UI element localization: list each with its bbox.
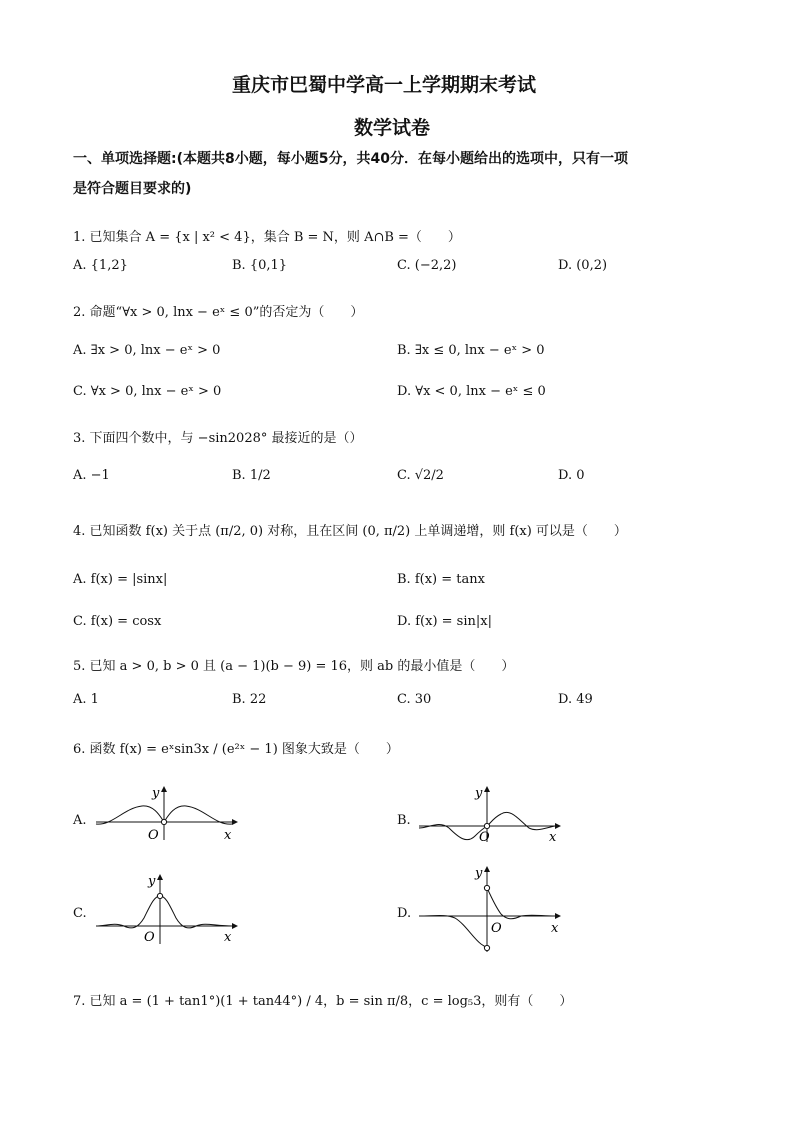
question-stem: 已知函数 f(x) 关于点 (π/2, 0) 对称，且在区间 (0, π/2) 上单调递增，则 f(x) 可以是（ ） bbox=[89, 524, 627, 539]
option-d: D. bbox=[397, 906, 412, 921]
y-label: y bbox=[475, 866, 483, 881]
question-3 bbox=[73, 427, 363, 446]
page-subtitle: 数学试卷 bbox=[354, 117, 431, 139]
question-stem: 命题“∀x > 0, lnx − eˣ ≤ 0”的否定为（ ） bbox=[89, 305, 364, 320]
origin-label: O bbox=[144, 930, 155, 945]
graph-b bbox=[415, 782, 565, 844]
graph-d bbox=[415, 862, 565, 954]
question-number: 7. bbox=[73, 994, 86, 1009]
y-label: y bbox=[475, 786, 483, 801]
option-d: D. (0,2) bbox=[558, 258, 608, 273]
graph-c bbox=[92, 870, 242, 946]
option-b: B. {0,1} bbox=[232, 258, 288, 273]
question-number: 2. bbox=[73, 305, 86, 320]
graph-a bbox=[92, 782, 242, 844]
option-c: C. ∀x > 0, lnx − eˣ > 0 bbox=[73, 384, 222, 399]
option-a: A. 1 bbox=[73, 692, 99, 707]
option-b: B. 1/2 bbox=[232, 468, 271, 483]
question-stem: 已知集合 A = {x | x² < 4}，集合 B = N，则 A∩B =（ ） bbox=[89, 230, 461, 245]
question-2 bbox=[73, 301, 363, 320]
question-stem: 已知 a = (1 + tan1°)(1 + tan44°) / 4，b = sin π/8，c = log₅3，则有（ ） bbox=[89, 994, 573, 1009]
question-number: 1. bbox=[73, 230, 86, 245]
question-stem: 已知 a > 0, b > 0 且 (a − 1)(b − 9) = 16，则 ab 的最小值是（ ） bbox=[89, 659, 515, 674]
option-b: B. f(x) = tanx bbox=[397, 572, 485, 587]
question-6 bbox=[73, 738, 399, 757]
section-heading-line1: 一、单项选择题:(本题共8小题，每小题5分，共40分．在每小题给出的选项中，只有一项 bbox=[73, 151, 628, 167]
question-number: 4. bbox=[73, 524, 86, 539]
option-d: D. f(x) = sin|x| bbox=[397, 614, 492, 629]
option-d: D. ∀x < 0, lnx − eˣ ≤ 0 bbox=[397, 384, 546, 399]
origin-label: O bbox=[479, 830, 490, 844]
option-b: B. ∃x ≤ 0, lnx − eˣ > 0 bbox=[397, 343, 545, 358]
y-label: y bbox=[152, 786, 160, 801]
question-4 bbox=[73, 520, 627, 539]
option-c: C. f(x) = cosx bbox=[73, 614, 162, 629]
option-c: C. (−2,2) bbox=[397, 258, 457, 273]
option-a: A. ∃x > 0, lnx − eˣ > 0 bbox=[73, 343, 221, 358]
question-stem: 函数 f(x) = eˣsin3x / (e²ˣ − 1) 图象大致是（ ） bbox=[89, 742, 399, 757]
option-c: C. 30 bbox=[397, 692, 432, 707]
option-b: B. 22 bbox=[232, 692, 267, 707]
question-number: 6. bbox=[73, 742, 86, 757]
y-label: y bbox=[148, 874, 156, 889]
origin-label: O bbox=[148, 828, 159, 843]
question-5 bbox=[73, 655, 514, 674]
section-heading-line2: 是符合题目要求的) bbox=[73, 181, 192, 197]
option-b: B. bbox=[397, 813, 411, 828]
x-label: x bbox=[551, 921, 559, 936]
question-number: 5. bbox=[73, 659, 86, 674]
question-number: 3. bbox=[73, 431, 86, 446]
x-label: x bbox=[549, 830, 557, 844]
option-a: A. bbox=[73, 813, 87, 828]
option-d: D. 49 bbox=[558, 692, 593, 707]
x-label: x bbox=[224, 930, 232, 945]
page-title: 重庆市巴蜀中学高一上学期期末考试 bbox=[232, 74, 537, 96]
x-label: x bbox=[224, 828, 232, 843]
option-c: C. √2/2 bbox=[397, 468, 444, 483]
option-a: A. {1,2} bbox=[73, 258, 128, 273]
option-a: A. −1 bbox=[73, 468, 110, 483]
option-a: A. f(x) = |sinx| bbox=[73, 572, 168, 587]
option-c: C. bbox=[73, 906, 87, 921]
question-1 bbox=[73, 226, 461, 245]
option-d: D. 0 bbox=[558, 468, 585, 483]
question-7 bbox=[73, 990, 572, 1009]
question-stem: 下面四个数中，与 −sin2028° 最接近的是（） bbox=[89, 431, 363, 446]
origin-label: O bbox=[491, 921, 502, 936]
